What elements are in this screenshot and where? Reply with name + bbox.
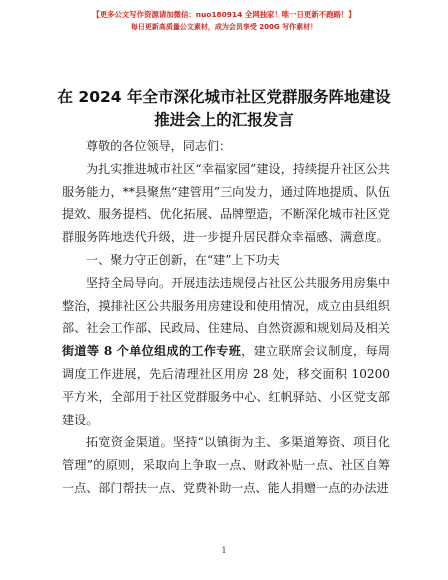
paragraph-intro: 为扎实推进城市社区“幸福家园”建设，持续提升社区公共服务能力，**县聚焦“建管用”三向发力，通过阵地提质、队伍提效、服务提档、优化拓展、品牌塑造，不断深化城市社区党群服务阵地迭代升级，进一步提升居民群众幸福感、满意度。	[62, 161, 390, 245]
promo-banner-line-1: 【更多公文写作资源请加微信：nuo180914 全网独家！唯一日更新不跑路！】	[92, 10, 356, 19]
document-body	[62, 135, 390, 500]
promo-banner-line-2: 每日更新高质量公文素材，成为会员享受 200G 写作素材！	[130, 23, 318, 31]
salutation: 尊敬的各位领导，同志们：	[86, 139, 232, 153]
paragraph-overall-orientation-bold: 街道等 8 个单位组成的工作专班	[62, 344, 242, 359]
promo-banner	[0, 9, 448, 33]
document-title-line-2: 推进会上的汇报发言	[154, 111, 294, 129]
document-title-line-1: 在 2024 年全市深化城市社区党群服务阵地建设	[57, 88, 391, 106]
paragraph-overall-orientation	[62, 272, 390, 432]
section-heading-1: 一、聚力守正创新，在“建”上下功夫	[86, 252, 280, 267]
page-number: 1	[221, 546, 227, 555]
document-title	[0, 86, 448, 132]
paragraph-overall-orientation-part-2: ，建立联席会议制度，每周调度工作进展，先后清理社区用房 28 处，移交面积 10200 平方米，全部用于社区党群服务中心、红帆驿站、小区党支部建设。	[62, 344, 390, 427]
paragraph-overall-orientation-part-1: 坚持全局导向。开展违法违规侵占社区公共服务用房集中整治，摸排社区公共服务用房建设和使用情况，成立由县组织部、社会工作部、民政局、住建局、自然资源和规划局及相关	[62, 275, 390, 336]
paragraph-funding-channels: 拓宽资金渠道。坚持“以镇街为主、多渠道筹资、项目化管理”的原则，采取向上争取一点、财政补贴一点、社区自筹一点、部门帮扶一点、党费补助一点、能人捐赠一点的办法进	[62, 435, 390, 495]
